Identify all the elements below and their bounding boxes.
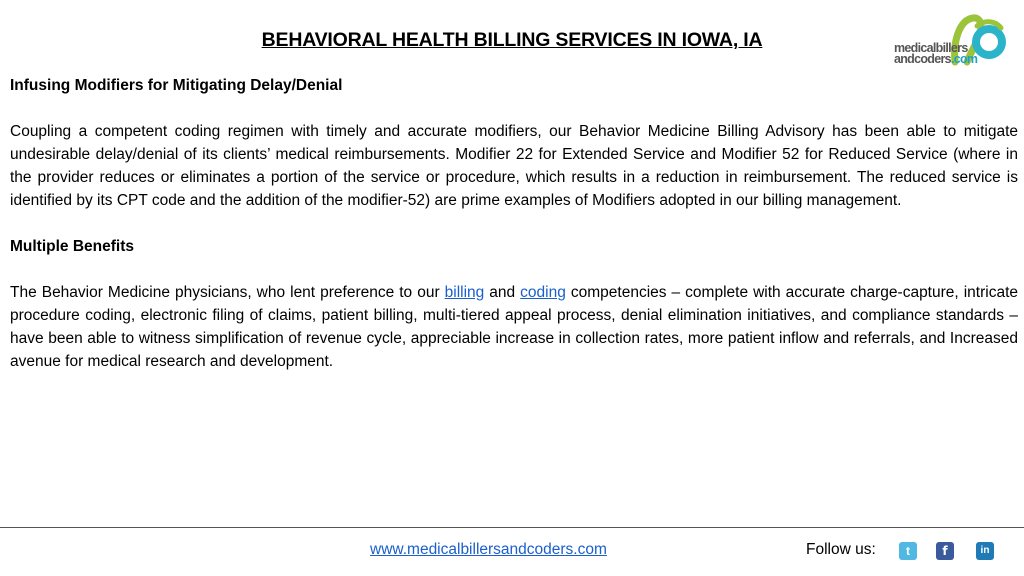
section2-text-middle: and (484, 284, 521, 301)
section2-body (10, 281, 1018, 373)
website-link[interactable]: www.medicalbillersandcoders.com (370, 541, 607, 558)
billing-link[interactable]: billing (444, 284, 485, 301)
logo-text-line2 (894, 53, 977, 66)
section2-heading: Multiple Benefits (10, 238, 135, 255)
linkedin-icon[interactable]: in (976, 542, 994, 560)
company-logo[interactable] (892, 12, 1014, 72)
footer-divider (0, 527, 1024, 528)
page-title: BEHAVIORAL HEALTH BILLING SERVICES IN IOWA, IA (261, 29, 763, 51)
logo-text-line1: medicalbillers (894, 41, 968, 55)
facebook-icon[interactable]: f (936, 542, 954, 560)
section1-heading: Infusing Modifiers for Mitigating Delay/Denial (10, 77, 343, 94)
coding-link[interactable]: coding (520, 284, 566, 301)
section1-body: Coupling a competent coding regimen with timely and accurate modifiers, our Behavior Medicine Billing Advisory has been able to mitigate undesirable delay/denial of its clients’ medical reimbursements. Modifier 22 for Extended Service and Modifier 52 for Reduced Service (where in the provider reduces or eliminates a portion of the service or procedure, which results in a reduction in reimbursement. The reduced service is identified by its CPT code and the addition of the modifier-52) are prime examples of Modifiers adopted in our billing management. (10, 123, 1018, 209)
section2-text-before: The Behavior Medicine physicians, who lent preference to our (10, 284, 445, 301)
main-content (10, 74, 1018, 373)
section2-text-after: competencies – complete with accurate charge-capture, intricate procedure coding, electronic filing of claims, patient billing, multi-tiered appeal process, denial elimination initiatives, and compliance standards – have been able to witness simplification of revenue cycle, appreciable increase in collection rates, more patient inflow and referrals, and Increased avenue for medical research and development. (10, 284, 1018, 370)
twitter-icon[interactable]: t (899, 542, 917, 560)
logo-text-suffix: .com (950, 52, 978, 66)
follow-us-label: Follow us: (806, 541, 876, 558)
logo-text-main: andcoders (894, 52, 951, 66)
